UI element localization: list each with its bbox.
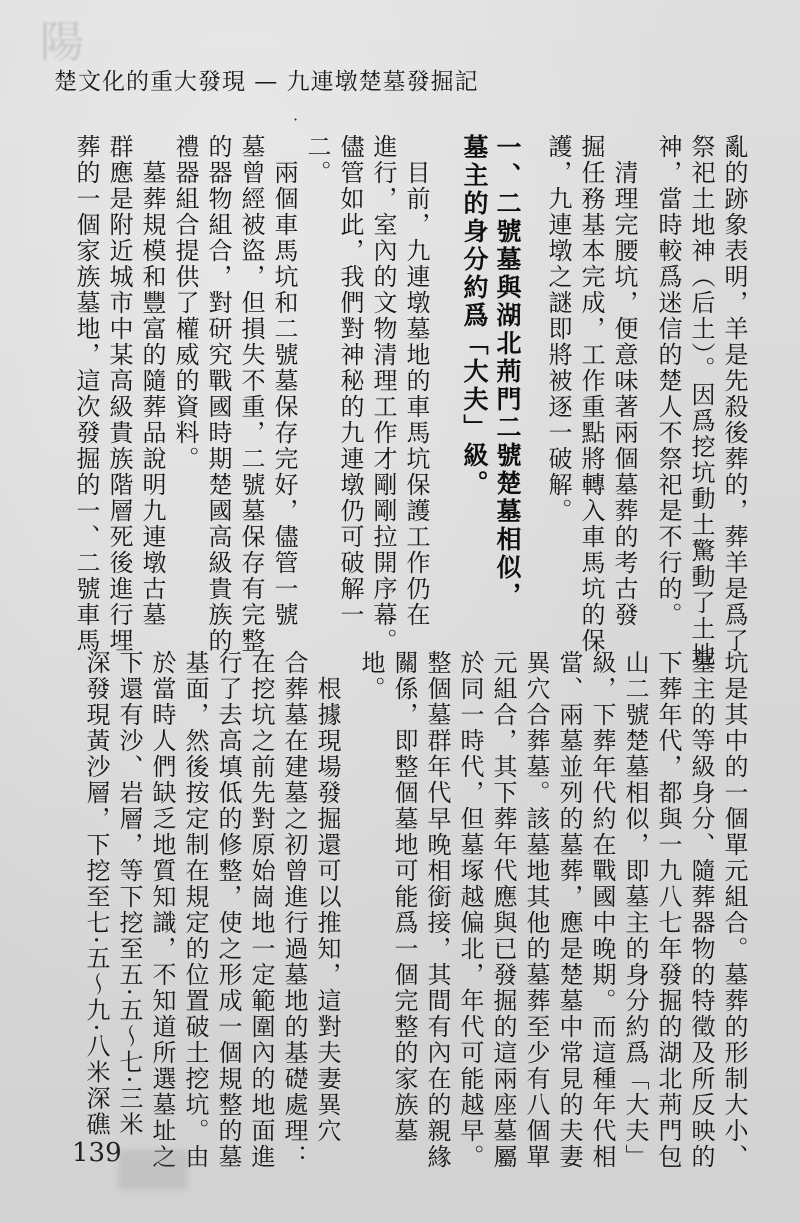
text-column: 坑是其中的一個單元組合。墓葬的形制大小、 <box>720 650 748 1170</box>
text-column: 元組合，其下葬年代應與已發掘的這兩座墓屬 <box>489 650 517 1170</box>
page-number: 139 <box>72 1138 122 1168</box>
text-column: 基面，然後按定制在規定的位置破土挖坑。由 <box>181 650 209 1170</box>
text-column: 清理完腰坑，便意味著兩個墓葬的考古發 <box>610 134 638 628</box>
text-column: 掘任務基本完成，工作重點將轉入車馬坑的保 <box>577 134 605 654</box>
text-column: 兩個車馬坑和二號墓保存完好，儘管一號 <box>270 134 298 628</box>
running-head-title: 楚文化的重大發現 — 九連墩楚墓發掘記 <box>54 69 479 95</box>
text-column: 根據現場發掘還可以推知，這對夫妻異穴 <box>313 650 341 1144</box>
text-column: 異穴合葬墓。該墓地其他的墓葬至少有八個單 <box>522 650 550 1170</box>
text-column: 於同一時代，但墓塚越偏北，年代可能越早。 <box>456 650 484 1170</box>
bleed-through-shadow: 陽 <box>40 17 84 68</box>
decorative-dot: · <box>293 110 299 129</box>
text-column: 神，當時較爲迷信的楚人不祭祀是不行的。 <box>654 134 682 628</box>
text-column: 於當時人們缺乏地質知識，不知道所選墓址之 <box>148 650 176 1170</box>
text-column: 墓主的等級身分、隨葬器物的特徵及所反映的 <box>687 650 715 1170</box>
text-column: 的器物組合，對研究戰國時期楚國高級貴族的 <box>204 134 232 654</box>
section-heading: 一、二號墓與湖北荊門二號楚墓相似， <box>493 134 522 610</box>
text-column: 整個墓群年代早晚相銜接，其間有內在的親緣 <box>423 650 451 1170</box>
text-column: 祭祀土地神（后土）。因爲挖坑動土驚動了土地 <box>687 134 715 668</box>
text-column: 關係，即整個墓地可能爲一個完整的家族墓 <box>390 650 418 1144</box>
text-column: 當、兩墓並列的墓葬，應是楚墓中常見的夫妻 <box>555 650 583 1170</box>
text-column: 山二號楚墓相似，即墓主的身分約爲「大夫」 <box>621 650 649 1170</box>
text-column: 墓葬規模和豐富的隨葬品說明九連墩古墓 <box>138 134 166 628</box>
text-column: 下葬年代，都與一九八七年發掘的湖北荊門包 <box>654 650 682 1170</box>
faint-stamp-mark <box>118 1150 188 1190</box>
text-column: 二。 <box>303 134 331 186</box>
text-column: 下還有沙、岩層，等下挖至五·五～七·三米 <box>115 650 143 1138</box>
text-column: 群應是附近城市中某高級貴族階層死後進行埋 <box>105 134 133 654</box>
text-column: 級，下葬年代約在戰國中晚期。而這種年代相 <box>588 650 616 1170</box>
text-column: 合葬墓在建墓之初曾進行過墓地的基礎處理： <box>280 650 308 1170</box>
text-column: 深發現黃沙層，下挖至七·五～九·八米深礁 <box>82 650 110 1138</box>
text-column: 墓曾經被盜，但損失不重，二號墓保存有完整 <box>237 134 265 654</box>
text-column: 目前，九連墩墓地的車馬坑保護工作仍在 <box>402 134 430 628</box>
text-column: 葬的一個家族墓地，這次發掘的一、二號車馬 <box>72 134 100 654</box>
text-column: 禮器組合提供了權威的資料。 <box>171 134 199 472</box>
text-column: 在挖坑之前先對原始崗地一定範圍內的地面進 <box>247 650 275 1170</box>
text-column: 亂的跡象表明，羊是先殺後葬的，葬羊是爲了 <box>720 134 748 654</box>
text-column: 地。 <box>357 650 385 702</box>
text-column: 行了去高填低的修整，使之形成一個規整的墓 <box>214 650 242 1170</box>
section-heading: 墓主的身分約爲「大夫」級。 <box>460 134 489 498</box>
text-column: 護，九連墩之謎即將被逐一破解。 <box>544 134 572 524</box>
text-column: 進行，室內的文物清理工作才剛剛拉開序幕。 <box>369 134 397 654</box>
text-column: 儘管如此，我們對神秘的九連墩仍可破解一 <box>336 134 364 628</box>
